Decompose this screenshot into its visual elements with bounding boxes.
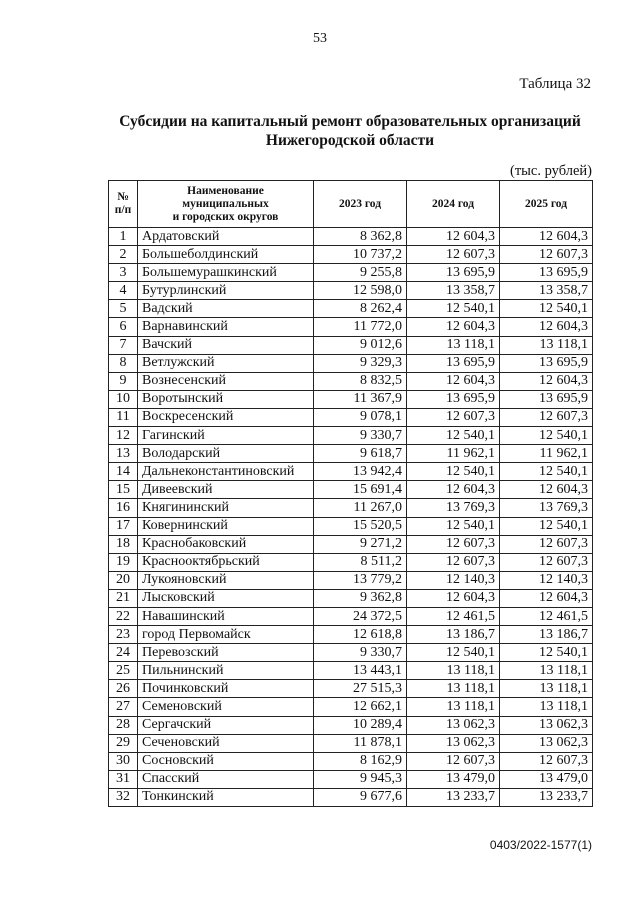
- value-2024: 12 607,3: [407, 535, 500, 553]
- value-2023: 9 255,8: [314, 264, 407, 282]
- value-2025: 12 607,3: [500, 553, 593, 571]
- table-row: [109, 626, 593, 644]
- value-2024: 12 604,3: [407, 589, 500, 607]
- row-number: 16: [109, 499, 138, 517]
- title-line-1: Субсидии на капитальный ремонт образовательных организаций: [119, 113, 581, 130]
- value-2025: 12 607,3: [500, 408, 593, 426]
- district-name: Перевозский: [138, 644, 314, 662]
- table-row: [109, 589, 593, 607]
- header-number: № п/п: [109, 181, 138, 228]
- table-row: [109, 607, 593, 625]
- value-2023: 9 330,7: [314, 644, 407, 662]
- row-number: 25: [109, 662, 138, 680]
- district-name: Дальнеконстантиновский: [138, 463, 314, 481]
- district-name: Спасский: [138, 770, 314, 788]
- value-2025: 12 604,3: [500, 318, 593, 336]
- table-row: [109, 535, 593, 553]
- table-row: [109, 372, 593, 390]
- row-number: 4: [109, 282, 138, 300]
- value-2023: 13 779,2: [314, 571, 407, 589]
- value-2025: 13 118,1: [500, 698, 593, 716]
- table-row: [109, 354, 593, 372]
- district-name: Лысковский: [138, 589, 314, 607]
- row-number: 7: [109, 336, 138, 354]
- value-2024: 13 118,1: [407, 698, 500, 716]
- value-2023: 15 520,5: [314, 517, 407, 535]
- district-name: Тонкинский: [138, 788, 314, 806]
- table-row: [109, 553, 593, 571]
- value-2025: 12 461,5: [500, 607, 593, 625]
- district-name: Сеченовский: [138, 734, 314, 752]
- value-2024: 13 695,9: [407, 354, 500, 372]
- table-row: [109, 499, 593, 517]
- value-2025: 12 540,1: [500, 300, 593, 318]
- value-2024: 13 233,7: [407, 788, 500, 806]
- district-name: Большеболдинский: [138, 246, 314, 264]
- table-row: [109, 517, 593, 535]
- table-label: Таблица 32: [519, 76, 591, 92]
- value-2023: 15 691,4: [314, 481, 407, 499]
- value-2024: 12 604,3: [407, 228, 500, 246]
- value-2024: 13 695,9: [407, 264, 500, 282]
- district-name: Воротынский: [138, 390, 314, 408]
- value-2025: 12 540,1: [500, 427, 593, 445]
- district-name: город Первомайск: [138, 626, 314, 644]
- value-2025: 13 118,1: [500, 680, 593, 698]
- value-2024: 13 479,0: [407, 770, 500, 788]
- value-2024: 12 607,3: [407, 246, 500, 264]
- row-number: 19: [109, 553, 138, 571]
- table-row: [109, 336, 593, 354]
- table-row: [109, 481, 593, 499]
- row-number: 18: [109, 535, 138, 553]
- document-code: 0403/2022-1577(1): [489, 838, 592, 852]
- row-number: 28: [109, 716, 138, 734]
- value-2023: 9 362,8: [314, 589, 407, 607]
- table-row: [109, 463, 593, 481]
- value-2023: 12 598,0: [314, 282, 407, 300]
- district-name: Краснооктябрьский: [138, 553, 314, 571]
- row-number: 14: [109, 463, 138, 481]
- table-row: [109, 662, 593, 680]
- subsidy-table: [108, 180, 593, 807]
- district-name: Починковский: [138, 680, 314, 698]
- value-2024: 13 062,3: [407, 716, 500, 734]
- table-body: [109, 228, 593, 807]
- value-2023: 12 662,1: [314, 698, 407, 716]
- district-name: Семеновский: [138, 698, 314, 716]
- value-2025: 13 695,9: [500, 354, 593, 372]
- district-name: Ковернинский: [138, 517, 314, 535]
- row-number: 5: [109, 300, 138, 318]
- value-2025: 13 358,7: [500, 282, 593, 300]
- value-2025: 12 607,3: [500, 535, 593, 553]
- value-2023: 9 012,6: [314, 336, 407, 354]
- table-row: [109, 445, 593, 463]
- value-2025: 12 607,3: [500, 246, 593, 264]
- units-label: (тыс. рублей): [510, 163, 592, 179]
- district-name: Навашинский: [138, 607, 314, 625]
- district-name: Краснобаковский: [138, 535, 314, 553]
- value-2023: 9 618,7: [314, 445, 407, 463]
- value-2024: 13 358,7: [407, 282, 500, 300]
- value-2025: 13 479,0: [500, 770, 593, 788]
- value-2024: 13 118,1: [407, 336, 500, 354]
- value-2025: 12 540,1: [500, 644, 593, 662]
- title-line-2: Нижегородской области: [265, 132, 435, 149]
- value-2024: 12 607,3: [407, 408, 500, 426]
- table-row: [109, 228, 593, 246]
- value-2023: 8 262,4: [314, 300, 407, 318]
- value-2024: 12 540,1: [407, 427, 500, 445]
- value-2025: 12 604,3: [500, 228, 593, 246]
- value-2025: 12 140,3: [500, 571, 593, 589]
- value-2023: 8 162,9: [314, 752, 407, 770]
- value-2025: 13 695,9: [500, 390, 593, 408]
- district-name: Вачский: [138, 336, 314, 354]
- district-name: Лукояновский: [138, 571, 314, 589]
- value-2025: 13 062,3: [500, 734, 593, 752]
- value-2023: 8 511,2: [314, 553, 407, 571]
- value-2024: 13 118,1: [407, 662, 500, 680]
- value-2023: 10 737,2: [314, 246, 407, 264]
- value-2023: 9 271,2: [314, 535, 407, 553]
- district-name: Пильнинский: [138, 662, 314, 680]
- value-2023: 10 289,4: [314, 716, 407, 734]
- district-name: Воскресенский: [138, 408, 314, 426]
- value-2024: 12 461,5: [407, 607, 500, 625]
- row-number: 26: [109, 680, 138, 698]
- district-name: Гагинский: [138, 427, 314, 445]
- table-row: [109, 318, 593, 336]
- value-2025: 12 604,3: [500, 481, 593, 499]
- value-2023: 13 942,4: [314, 463, 407, 481]
- value-2023: 11 367,9: [314, 390, 407, 408]
- table-row: [109, 246, 593, 264]
- row-number: 22: [109, 607, 138, 625]
- value-2024: 12 140,3: [407, 571, 500, 589]
- value-2024: 12 604,3: [407, 318, 500, 336]
- value-2025: 12 604,3: [500, 372, 593, 390]
- district-name: Ардатовский: [138, 228, 314, 246]
- row-number: 31: [109, 770, 138, 788]
- table-row: [109, 644, 593, 662]
- document-title: [60, 112, 640, 150]
- value-2023: 13 443,1: [314, 662, 407, 680]
- table-row: [109, 282, 593, 300]
- value-2024: 13 186,7: [407, 626, 500, 644]
- row-number: 24: [109, 644, 138, 662]
- value-2025: 11 962,1: [500, 445, 593, 463]
- value-2023: 11 878,1: [314, 734, 407, 752]
- row-number: 12: [109, 427, 138, 445]
- value-2023: 9 677,6: [314, 788, 407, 806]
- value-2023: 24 372,5: [314, 607, 407, 625]
- row-number: 21: [109, 589, 138, 607]
- value-2024: 13 118,1: [407, 680, 500, 698]
- page-number: 53: [313, 31, 327, 46]
- row-number: 23: [109, 626, 138, 644]
- value-2024: 12 540,1: [407, 300, 500, 318]
- table-row: [109, 716, 593, 734]
- value-2023: 8 832,5: [314, 372, 407, 390]
- row-number: 3: [109, 264, 138, 282]
- table-row: [109, 734, 593, 752]
- value-2024: 12 607,3: [407, 752, 500, 770]
- row-number: 27: [109, 698, 138, 716]
- row-number: 6: [109, 318, 138, 336]
- row-number: 20: [109, 571, 138, 589]
- value-2023: 12 618,8: [314, 626, 407, 644]
- value-2025: 13 118,1: [500, 336, 593, 354]
- table-row: [109, 264, 593, 282]
- value-2024: 12 540,1: [407, 517, 500, 535]
- district-name: Сосновский: [138, 752, 314, 770]
- district-name: Дивеевский: [138, 481, 314, 499]
- table-row: [109, 300, 593, 318]
- table-row: [109, 788, 593, 806]
- row-number: 17: [109, 517, 138, 535]
- value-2023: 9 329,3: [314, 354, 407, 372]
- value-2023: 9 945,3: [314, 770, 407, 788]
- table-header-row: [109, 181, 593, 228]
- value-2025: 13 769,3: [500, 499, 593, 517]
- value-2024: 12 604,3: [407, 481, 500, 499]
- district-name: Вознесенский: [138, 372, 314, 390]
- header-2024: 2024 год: [407, 181, 500, 228]
- row-number: 10: [109, 390, 138, 408]
- value-2023: 9 330,7: [314, 427, 407, 445]
- table-row: [109, 390, 593, 408]
- value-2023: 9 078,1: [314, 408, 407, 426]
- row-number: 1: [109, 228, 138, 246]
- district-name: Бутурлинский: [138, 282, 314, 300]
- row-number: 2: [109, 246, 138, 264]
- value-2023: 27 515,3: [314, 680, 407, 698]
- table-row: [109, 698, 593, 716]
- header-2025: 2025 год: [500, 181, 593, 228]
- value-2024: 12 607,3: [407, 553, 500, 571]
- value-2024: 12 540,1: [407, 644, 500, 662]
- row-number: 13: [109, 445, 138, 463]
- value-2023: 8 362,8: [314, 228, 407, 246]
- value-2024: 13 062,3: [407, 734, 500, 752]
- header-name: Наименование муниципальных и городских округов: [138, 181, 314, 228]
- table-row: [109, 752, 593, 770]
- table-row: [109, 770, 593, 788]
- row-number: 11: [109, 408, 138, 426]
- district-name: Ветлужский: [138, 354, 314, 372]
- value-2025: 13 233,7: [500, 788, 593, 806]
- value-2025: 13 118,1: [500, 662, 593, 680]
- district-name: Княгининский: [138, 499, 314, 517]
- district-name: Володарский: [138, 445, 314, 463]
- value-2024: 13 695,9: [407, 390, 500, 408]
- value-2024: 11 962,1: [407, 445, 500, 463]
- table-row: [109, 680, 593, 698]
- value-2025: 13 186,7: [500, 626, 593, 644]
- table-row: [109, 408, 593, 426]
- row-number: 29: [109, 734, 138, 752]
- value-2023: 11 267,0: [314, 499, 407, 517]
- district-name: Вадский: [138, 300, 314, 318]
- district-name: Большемурашкинский: [138, 264, 314, 282]
- row-number: 9: [109, 372, 138, 390]
- value-2024: 13 769,3: [407, 499, 500, 517]
- row-number: 30: [109, 752, 138, 770]
- table-row: [109, 571, 593, 589]
- value-2025: 12 540,1: [500, 463, 593, 481]
- value-2025: 12 540,1: [500, 517, 593, 535]
- value-2025: 12 607,3: [500, 752, 593, 770]
- value-2024: 12 540,1: [407, 463, 500, 481]
- value-2025: 12 604,3: [500, 589, 593, 607]
- value-2024: 12 604,3: [407, 372, 500, 390]
- row-number: 15: [109, 481, 138, 499]
- district-name: Варнавинский: [138, 318, 314, 336]
- district-name: Сергачский: [138, 716, 314, 734]
- value-2023: 11 772,0: [314, 318, 407, 336]
- table-row: [109, 427, 593, 445]
- row-number: 32: [109, 788, 138, 806]
- header-2023: 2023 год: [314, 181, 407, 228]
- row-number: 8: [109, 354, 138, 372]
- value-2025: 13 062,3: [500, 716, 593, 734]
- value-2025: 13 695,9: [500, 264, 593, 282]
